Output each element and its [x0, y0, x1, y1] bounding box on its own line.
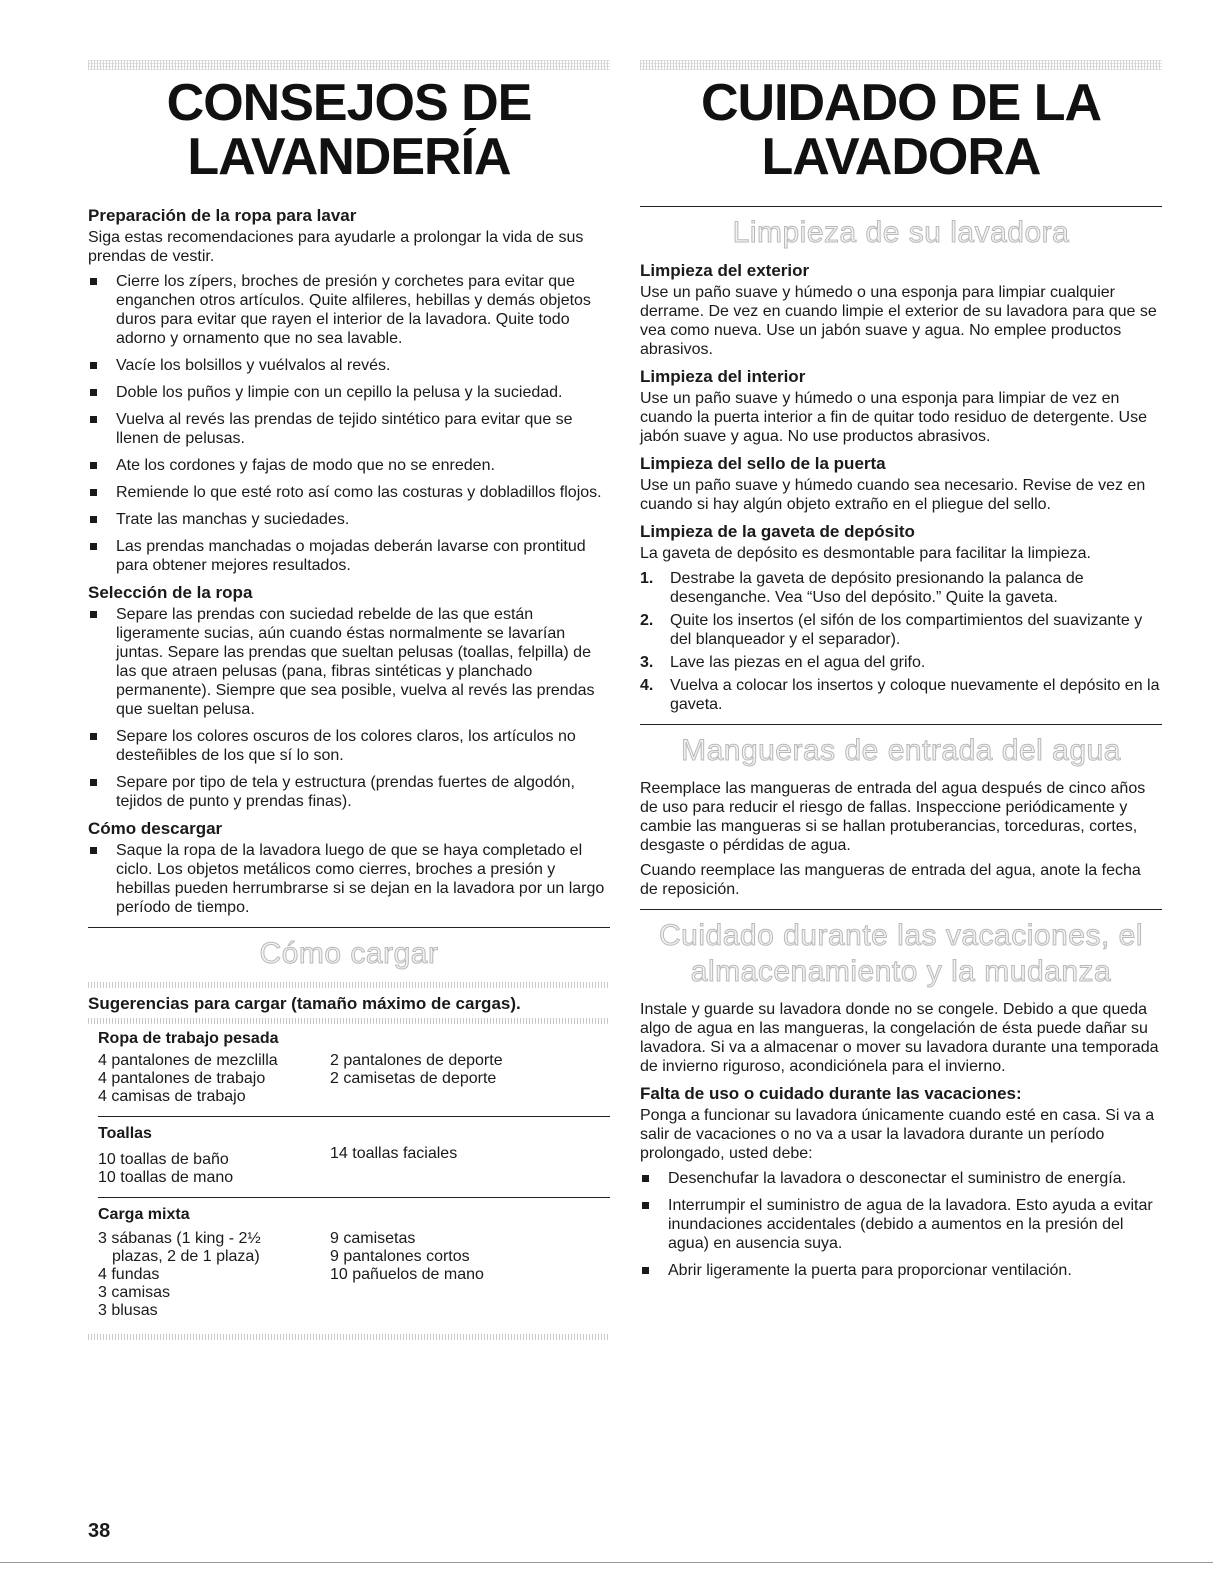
select-heading: Selección de la ropa [88, 583, 253, 602]
laundry-tips-title [88, 76, 610, 184]
load-group-name: Carga mixta [98, 1206, 190, 1223]
unload-heading: Cómo descargar [88, 819, 223, 838]
section-divider [640, 724, 1162, 725]
list-item: Cierre los zípers, broches de presión y corchetes para evitar que enganchen otros artículos. Quite alfileres, hebillas y demás objetos duros para evitar que rayen el interior de la lavadora. Quite todo adorno y ornamento que no sea lavable. [88, 272, 610, 348]
interior-heading: Limpieza del interior [640, 367, 806, 386]
section-divider [640, 206, 1162, 207]
prep-list [88, 272, 610, 575]
list-item: Vuelva al revés las prendas de tejido sintético para evitar que se llenen de pelusas. [88, 410, 610, 448]
list-item: Separe las prendas con suciedad rebelde de las que están ligeramente sucias, aún cuando éstas normalmente se lavarían juntas. Separe las prendas que sueltan pelusas (toallas, felpilla) de las que atraen pelusas (pana, fibras sintéticas y planchado permanente). Siempre que sea posible, vuelva al revés las prendas que sueltan pelusa. [88, 605, 610, 719]
list-item: Doble los puños y limpie con un cepillo la pelusa y la suciedad. [88, 383, 610, 402]
drawer-heading: Limpieza de la gaveta de depósito [640, 522, 915, 541]
cleaning-section-heading: Limpieza de su lavadora [732, 216, 1070, 249]
load-item: 4 pantalones de mezclilla [98, 1052, 278, 1069]
step-item: 1. Destrabe la gaveta de depósito presionando la palanca de desenganche. Vea “Uso del depósito.” Quite la gaveta. [640, 570, 1084, 606]
group-divider [98, 1197, 610, 1198]
hoses-text-2: Cuando reemplace las mangueras de entrada del agua, anote la fecha de reposición. [640, 862, 1141, 898]
load-item: plazas, 2 de 1 plaza) [112, 1248, 260, 1265]
load-suggestions-title: Sugerencias para cargar (tamaño máximo de cargas). [88, 994, 521, 1013]
load-group-towels [98, 1125, 610, 1187]
load-group-name: Toallas [98, 1125, 152, 1142]
select-list [88, 605, 610, 811]
load-item: 14 toallas faciales [330, 1145, 458, 1162]
texture-divider [88, 1334, 610, 1340]
step-item: 4. Vuelva a colocar los insertos y coloque nuevamente el depósito en la gaveta. [640, 677, 1160, 713]
seal-text: Use un paño suave y húmedo cuando sea necesario. Revise de vez en cuando si hay algún objeto extraño en el pliegue del sello. [640, 477, 1146, 513]
title-line-1: CUIDADO DE LA [700, 74, 1102, 132]
load-section-heading: Cómo cargar [259, 937, 439, 970]
unload-list [88, 841, 610, 917]
list-item: Trate las manchas y suciedades. [88, 510, 610, 529]
vacation-sub-text: Ponga a funcionar su lavadora únicamente cuando esté en casa. Si va a salir de vacaciones o no va a usar la lavadora durante un período prolongado, usted debe: [640, 1107, 1155, 1162]
title-line-2: LAVADORA [761, 128, 1041, 186]
list-item: Abrir ligeramente la puerta para proporcionar ventilación. [640, 1261, 1162, 1280]
load-item: 4 camisas de trabajo [98, 1088, 246, 1105]
drawer-text: La gaveta de depósito es desmontable para facilitar la limpieza. [640, 545, 1091, 562]
load-item: 4 pantalones de trabajo [98, 1070, 266, 1087]
seal-heading: Limpieza del sello de la puerta [640, 454, 886, 473]
list-item: Remiende lo que esté roto así como las costuras y dobladillos flojos. [88, 483, 610, 502]
load-item: 3 blusas [98, 1302, 158, 1319]
load-item: 4 fundas [98, 1266, 160, 1283]
hoses-text-1: Reemplace las mangueras de entrada del agua después de cinco años de uso para reducir el riesgo de fallas. Inspeccione periódicamente y cambie las mangueras si se hallan protuberancias, torceduras, cortes, desgaste o pérdidas de agua. [640, 780, 1146, 854]
section-divider [640, 909, 1162, 910]
load-item: 2 camisetas de deporte [330, 1070, 497, 1087]
section-divider [88, 927, 610, 928]
load-group-heavy [98, 1030, 610, 1106]
left-column [88, 60, 610, 1346]
exterior-heading: Limpieza del exterior [640, 261, 810, 280]
step-item: 2. Quite los insertos (el sifón de los compartimientos del suavizante y del blanqueador y el separador). [640, 612, 1143, 648]
texture-divider [88, 1018, 610, 1024]
vacation-intro: Instale y guarde su lavadora donde no se congele. Debido a que queda algo de agua en las mangueras, la congelación de ésta puede dañar su lavadora. Si va a almacenar o mover su lavadora durante una temporada de invierno riguroso, acondiciónela para el invierno. [640, 1001, 1159, 1075]
load-item: 10 toallas de baño [98, 1151, 229, 1168]
list-item: Ate los cordones y fajas de modo que no se enreden. [88, 456, 610, 475]
prep-heading: Preparación de la ropa para lavar [88, 206, 357, 225]
hoses-section-heading: Mangueras de entrada del agua [681, 734, 1121, 767]
load-item: 3 sábanas (1 king - 2½ [98, 1230, 261, 1247]
exterior-text: Use un paño suave y húmedo o una esponja para limpiar cualquier derrame. De vez en cuando limpie el exterior de su lavadora para que se vea como nueva. Use un jabón suave y agua. No emplee productos abrasivos. [640, 284, 1157, 358]
load-item: 2 pantalones de deporte [330, 1052, 503, 1069]
header-texture [88, 60, 610, 70]
texture-divider [88, 982, 610, 988]
step-item: 3. Lave las piezas en el agua del grifo. [640, 654, 926, 671]
load-item: 10 pañuelos de mano [330, 1266, 484, 1283]
list-item: Separe por tipo de tela y estructura (prendas fuertes de algodón, tejidos de punto y prendas finas). [88, 773, 610, 811]
footer-rule [0, 1562, 1213, 1563]
list-item: Vacíe los bolsillos y vuélvalos al revés. [88, 356, 610, 375]
load-item: 3 camisas [98, 1284, 171, 1301]
drawer-steps [640, 569, 1162, 714]
load-item: 10 toallas de mano [98, 1169, 234, 1186]
title-line-1: CONSEJOS DE [166, 74, 532, 132]
header-texture [640, 60, 1162, 70]
list-item: Interrumpir el suministro de agua de la lavadora. Esto ayuda a evitar inundaciones accidentales (debido a aumentos en la presión del agua) en ausencia suya. [640, 1196, 1162, 1253]
title-line-2: LAVANDERÍA [187, 128, 511, 186]
load-item: 9 pantalones cortos [330, 1248, 470, 1265]
list-item: Desenchufar la lavadora o desconectar el suministro de energía. [640, 1169, 1162, 1188]
list-item: Las prendas manchadas o mojadas deberán lavarse con prontitud para obtener mejores resultados. [88, 537, 610, 575]
right-column [640, 60, 1162, 1288]
prep-intro: Siga estas recomendaciones para ayudarle a prolongar la vida de sus prendas de vestir. [88, 229, 584, 265]
load-item: 9 camisetas [330, 1230, 416, 1247]
list-item: Saque la ropa de la lavadora luego de que se haya completado el ciclo. Los objetos metálicos como cierres, broches a presión y hebillas pueden herrumbrarse si se dejan en la lavadora por un largo período de tiempo. [88, 841, 610, 917]
page-number: 38 [88, 1520, 111, 1542]
vacation-section-heading: Cuidado durante las vacaciones, el almacenamiento y la mudanza [659, 919, 1143, 988]
washer-care-title [640, 76, 1162, 184]
vacation-sub-heading: Falta de uso o cuidado durante las vacaciones: [640, 1084, 1022, 1103]
load-group-name: Ropa de trabajo pesada [98, 1030, 279, 1047]
interior-text: Use un paño suave y húmedo o una esponja para limpiar de vez en cuando la puerta interior a fin de quitar todo residuo de detergente. Use jabón suave y agua. No use productos abrasivos. [640, 390, 1147, 445]
group-divider [98, 1116, 610, 1117]
list-item: Separe los colores oscuros de los colores claros, los artículos no desteñibles de los que sí lo son. [88, 727, 610, 765]
vacation-list [640, 1169, 1162, 1280]
load-group-mixed [98, 1206, 610, 1320]
